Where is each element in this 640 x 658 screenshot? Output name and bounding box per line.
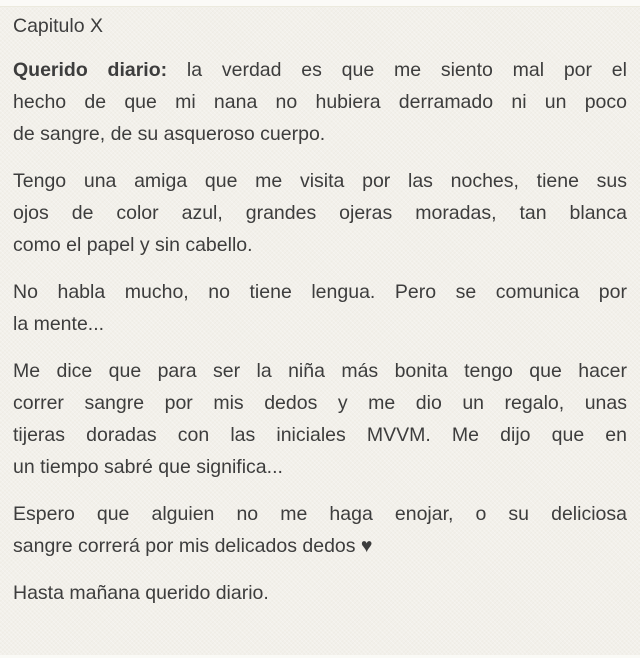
text-line bbox=[13, 165, 627, 197]
body-text: como el papel y sin cabello. bbox=[13, 234, 253, 256]
body-text: Hasta mañana querido diario. bbox=[13, 582, 269, 604]
body-text: hecho de que mi nana no hubiera derramado ni un poco bbox=[13, 91, 627, 113]
story-paragraphs bbox=[13, 54, 627, 609]
text-line bbox=[13, 197, 627, 229]
text-line bbox=[13, 577, 627, 609]
bold-lead-text: Querido diario: bbox=[13, 59, 168, 81]
body-text: la mente... bbox=[13, 313, 105, 335]
story-content bbox=[0, 7, 640, 609]
body-text: tijeras doradas con las iniciales MVVM. Me dijo que en bbox=[13, 424, 627, 446]
paragraph bbox=[13, 498, 627, 562]
body-text: de sangre, de su asqueroso cuerpo. bbox=[13, 123, 326, 145]
body-text: Tengo una amiga que me visita por las noches, tiene sus bbox=[13, 170, 627, 192]
text-line bbox=[13, 229, 627, 261]
paragraph bbox=[13, 355, 627, 483]
text-line bbox=[13, 54, 627, 86]
text-line bbox=[13, 451, 627, 483]
text-line bbox=[13, 86, 627, 118]
text-line bbox=[13, 308, 627, 340]
body-text: la verdad es que me siento mal por el bbox=[167, 59, 627, 81]
body-text: Me dice que para ser la niña más bonita tengo que hacer bbox=[13, 360, 627, 382]
paragraph bbox=[13, 577, 627, 609]
text-line bbox=[13, 419, 627, 451]
text-line bbox=[13, 276, 627, 308]
paragraph bbox=[13, 54, 627, 150]
body-text: No habla mucho, no tiene lengua. Pero se comunica por bbox=[13, 281, 627, 303]
text-line bbox=[13, 498, 627, 530]
text-line bbox=[13, 118, 627, 150]
body-text: correr sangre por mis dedos y me dio un regalo, unas bbox=[13, 392, 627, 414]
chapter-title: Capitulo X bbox=[13, 15, 103, 37]
text-line bbox=[13, 530, 627, 562]
body-text: ojos de color azul, grandes ojeras moradas, tan blanca bbox=[13, 202, 627, 224]
body-text: Espero que alguien no me haga enojar, o su deliciosa bbox=[13, 503, 627, 525]
body-text: un tiempo sabré que significa... bbox=[13, 456, 283, 478]
paragraph bbox=[13, 276, 627, 340]
text-line bbox=[13, 355, 627, 387]
text-line bbox=[13, 387, 627, 419]
body-text: sangre correrá por mis delicados dedos ♥ bbox=[13, 535, 373, 557]
top-edge-strip bbox=[0, 0, 640, 7]
paragraph bbox=[13, 165, 627, 261]
